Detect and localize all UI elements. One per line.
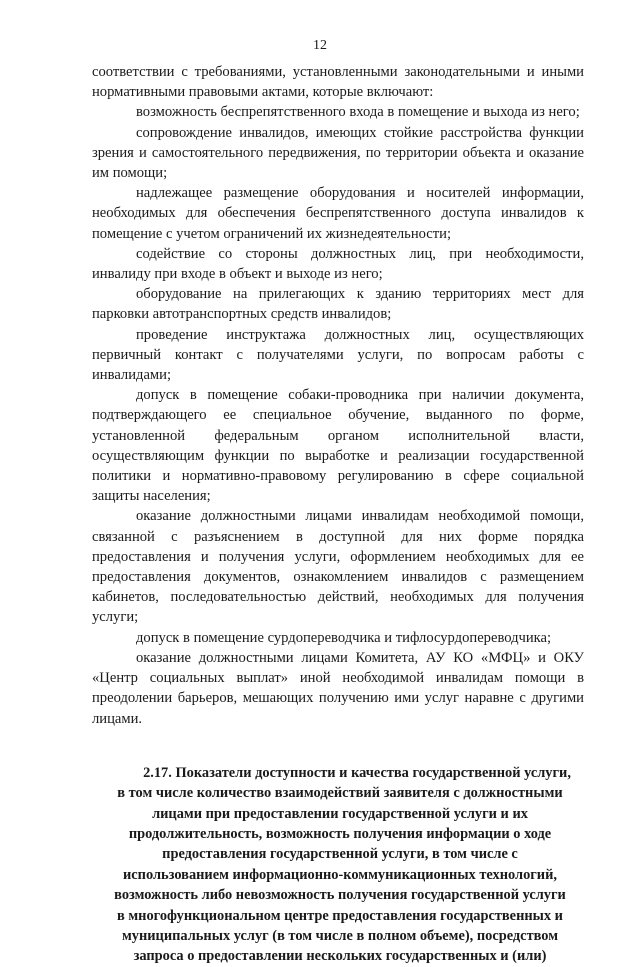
heading-line: предоставления государственной услуги, в том числе с bbox=[162, 846, 518, 863]
body-paragraph: проведение инструктажа должностных лиц, осуществляющих первичный контакт с получателями услуги, по вопросам работы с инвалидами; bbox=[92, 326, 584, 384]
page-number: 12 bbox=[313, 38, 327, 53]
heading-line: в том числе количество взаимодействий заявителя с должностными bbox=[117, 785, 563, 802]
heading-line: запроса о предоставлении нескольких государственных и (или) bbox=[133, 948, 547, 965]
heading-line: муниципальных услуг (в том числе в полном объеме), посредством bbox=[121, 927, 559, 944]
body-paragraph: надлежащее размещение оборудования и носителей информации, необходимых для обеспечения беспрепятственного доступа инвалидов к помещение с учетом ограничений их жизнедеятельности; bbox=[92, 185, 584, 242]
section-gap bbox=[92, 729, 584, 763]
heading-line: в многофункциональном центре предоставления государственных и bbox=[117, 907, 563, 924]
body-paragraph: оборудование на прилегающих к зданию территориях мест для парковки автотранспортных средств инвалидов; bbox=[92, 286, 584, 323]
body-paragraph: сопровождение инвалидов, имеющих стойкие расстройства функции зрения и самостоятельного передвижения, по территории объекта и оказание им помощи; bbox=[92, 124, 584, 182]
heading-line: продолжительность, возможность получения информации о ходе bbox=[128, 825, 552, 842]
body-paragraph: допуск в помещение собаки-проводника при наличии документа, подтверждающего ее специальное обучение, выданного по форме, установленной федеральным органом исполнительной власти, осуществляющим функции по выработке и реализации государственной политики и нормативно-правовому регулированию в сфере социальной защиты населения; bbox=[92, 387, 584, 505]
body-paragraph: оказание должностными лицами Комитета, АУ КО «МФЦ» и ОКУ «Центр социальных выплат» иной необходимой инвалидам помощи в преодолении барьеров, мешающих получению ими услуг наравне с другими лицами. bbox=[92, 649, 584, 727]
body-paragraph: соответствии с требованиями, установленными законодательными и иными нормативными правовыми актами, которые включают: bbox=[92, 64, 584, 101]
paragraph-list bbox=[92, 62, 584, 729]
heading-line: возможность либо невозможность получения государственной услуги bbox=[114, 887, 566, 904]
body-paragraph: оказание должностными лицами инвалидам необходимой помощи, связанной с разъяснением в доступной для них форме порядка предоставления и получения услуги, оформлением необходимых для ее предоставления документов, ознакомлением инвалидов с размещением кабинетов, последовательностью действий, необходимых для получения услуги; bbox=[92, 508, 584, 626]
body-paragraph: содействие со стороны должностных лиц, при необходимости, инвалиду при входе в объект и выходе из него; bbox=[92, 245, 584, 283]
body-paragraph: допуск в помещение сурдопереводчика и тифлосурдопереводчика; bbox=[136, 629, 552, 646]
heading-line: лицами при предоставлении государственной услуги и их bbox=[152, 805, 528, 822]
section-heading bbox=[92, 763, 588, 967]
document-body bbox=[92, 62, 584, 967]
heading-line: использованием информационно-коммуникационных технологий, bbox=[122, 866, 557, 883]
body-paragraph: возможность беспрепятственного входа в помещение и выхода из него; bbox=[136, 104, 580, 121]
heading-line: 2.17. Показатели доступности и качества государственной услуги, bbox=[143, 764, 571, 781]
